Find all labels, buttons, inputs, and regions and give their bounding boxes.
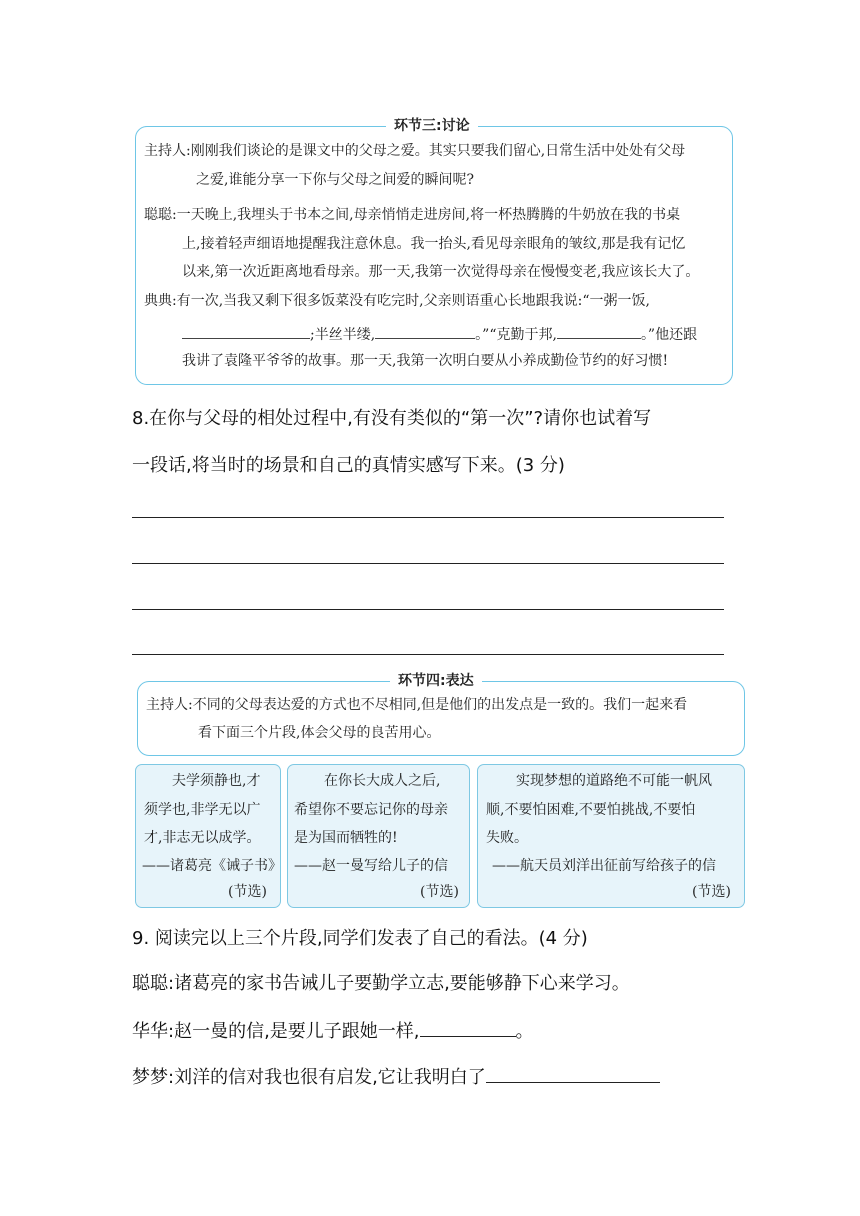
q8-line1: 8.在你与父母的相处过程中,有没有类似的“第一次”?请你也试着写 [132, 408, 652, 429]
diandian-line2: ;半丝半缕, 。”“克勤于邦, 。”他还跟 [182, 322, 697, 345]
section4-box [137, 673, 745, 756]
blank-1[interactable] [182, 322, 310, 339]
host-label: 主持人: [144, 143, 191, 159]
q9-congcong: 聪聪:诸葛亮的家书告诫儿子要勤学立志,要能够静下心来学习。 [132, 973, 630, 994]
congcong-line3: 以来,第一次近距离地看母亲。那一天,我第一次觉得母亲在慢慢变老,我应该长大了。 [182, 264, 700, 280]
diandian-label: 典典: [144, 293, 177, 309]
card-line: 在你长大成人之后, [324, 773, 441, 789]
card-line: 才,非志无以成学。 [144, 830, 261, 846]
card-line: 失败。 [486, 830, 528, 846]
card-line: 是为国而牺牲的! [294, 830, 398, 846]
q8-line2: 一段话,将当时的场景和自己的真情实感写下来。(3 分) [132, 455, 565, 476]
diandian-line3: 我讲了袁隆平爷爷的故事。那一天,我第一次明白要从小养成勤俭节约的好习惯! [182, 353, 669, 369]
q9-huahua: 华华:赵一曼的信,是要儿子跟她一样, 。 [132, 1016, 534, 1046]
section3-box [135, 118, 733, 385]
mengmeng-blank[interactable] [486, 1062, 660, 1083]
section4-title: 环节四:表达 [390, 671, 482, 691]
card-note: (节选) [692, 884, 731, 900]
blank-3[interactable] [557, 322, 641, 339]
section3-host-line1: 主持人:刚刚我们谈论的是课文中的父母之爱。其实只要我们留心,日常生活中处处有父母 [144, 143, 686, 159]
card-source: ——航天员刘洋出征前写给孩子的信 [492, 858, 716, 874]
card-line: 须学也,非学无以广 [144, 802, 261, 818]
card-source: ——赵一曼写给儿子的信 [294, 858, 448, 874]
congcong-label: 聪聪: [144, 207, 177, 223]
host-label: 主持人: [146, 697, 193, 713]
section3-title: 环节三:讨论 [386, 116, 478, 136]
card-line: 顺,不要怕困难,不要怕挑战,不要怕 [486, 802, 696, 818]
card-note: (节选) [228, 884, 267, 900]
quote-card-liu-yang [477, 764, 745, 908]
quote-card-zhuge-liang [135, 764, 281, 908]
section4-host-line2: 看下面三个片段,体会父母的良苦用心。 [198, 725, 441, 741]
card-line: 实现梦想的道路绝不可能一帆风 [516, 773, 712, 789]
huahua-blank[interactable] [420, 1016, 516, 1037]
card-line: 希望你不要忘记你的母亲 [294, 802, 448, 818]
card-line: 夫学须静也,才 [172, 773, 261, 789]
answer-line-4[interactable] [132, 654, 724, 655]
blank-2[interactable] [375, 322, 475, 339]
section4-host-line1: 主持人:不同的父母表达爱的方式也不尽相同,但是他们的出发点是一致的。我们一起来看 [146, 697, 688, 713]
q9-line1: 9. 阅读完以上三个片段,同学们发表了自己的看法。(4 分) [132, 928, 588, 949]
answer-line-3[interactable] [132, 609, 724, 610]
card-source: ——诸葛亮《诫子书》 [142, 858, 282, 874]
card-note: (节选) [420, 884, 459, 900]
diandian-line1: 典典:有一次,当我又剩下很多饭菜没有吃完时,父亲则语重心长地跟我说:“一粥一饭, [144, 293, 650, 309]
section3-host-line2: 之爱,谁能分享一下你与父母之间爱的瞬间呢? [196, 172, 474, 188]
quote-card-zhao-yiman [287, 764, 470, 908]
answer-line-2[interactable] [132, 563, 724, 564]
q9-mengmeng: 梦梦:刘洋的信对我也很有启发,它让我明白了 [132, 1062, 660, 1092]
congcong-line1: 聪聪:一天晚上,我埋头于书本之间,母亲悄悄走进房间,将一杯热腾腾的牛奶放在我的书桌 [144, 207, 681, 223]
congcong-line2: 上,接着轻声细语地提醒我注意休息。我一抬头,看见母亲眼角的皱纹,那是我有记忆 [182, 236, 686, 252]
answer-line-1[interactable] [132, 517, 724, 518]
